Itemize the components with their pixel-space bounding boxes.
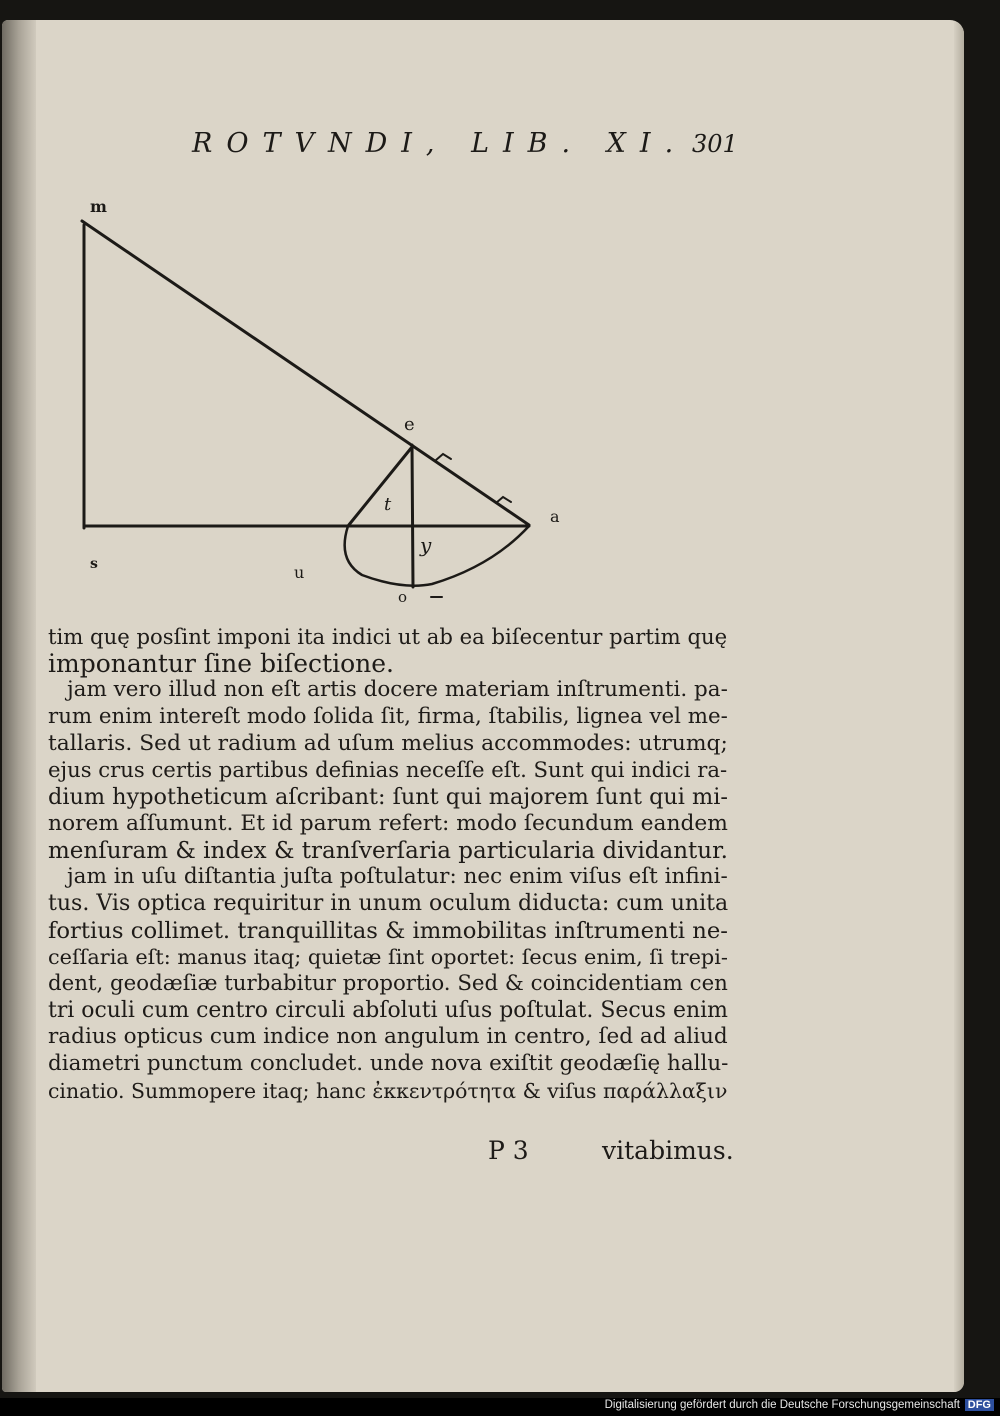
figure-label-o: o [398, 588, 408, 606]
text-line: imponantur ſine biſectione. [48, 648, 394, 678]
figure-left-chord [348, 447, 412, 526]
figure-label-t: t [384, 494, 392, 515]
text-line: tus. Vis optica requiritur in unum oculum diducta: cum unita [48, 890, 729, 916]
text-line: diametri punctum concludet. unde nova exiſtit geodæſię hallu- [48, 1051, 729, 1076]
book-page [2, 20, 964, 1392]
text-line: rum enim intereſt modo ſolida ſit, firma, ſtabilis, lignea vel me- [48, 704, 728, 730]
text-line: ejus crus certis partibus definias neceſſe eſt. Sunt qui indici ra- [48, 757, 728, 783]
figure-arc [345, 526, 529, 586]
text-line: cinatio. Summopere itaq; hanc ἐκκεντρότητα & viſus παράλλαξιν [48, 1078, 728, 1103]
text-line: fortius collimet. tranquillitas & immobilitas inſtrumenti ne- [48, 917, 728, 944]
figure-right-angle-2 [496, 497, 511, 503]
page-number: 301 [692, 130, 738, 158]
text-line: tim quę posſint imponi ita indici ut ab ea biſecentur partim quę [48, 624, 728, 649]
signature-mark: P 3 [488, 1136, 529, 1165]
figure-hypotenuse [82, 221, 529, 525]
running-head: ROTVNDI, LIB. XI. [192, 128, 688, 159]
dfg-logo: DFG [965, 1399, 994, 1411]
figure-label-a: a [550, 507, 560, 526]
text-line: ceſſaria eſt: manus itaq; quietæ ſint oportet: ſecus enim, ſi trepi- [48, 945, 728, 970]
geometric-figure [2, 20, 964, 620]
figure-label-y: y [420, 533, 432, 557]
figure-label-s: s [90, 556, 98, 572]
text-line: dium hypotheticum aſcribant: ſunt qui majorem ſunt qui mi- [48, 784, 728, 811]
text-line: radius opticus cum indice non angulum in centro, ſed ad aliud [48, 1024, 728, 1050]
text-line: tallaris. Sed ut radium ad uſum melius accommodes: utrumq; [48, 730, 728, 756]
catchword: vitabimus. [602, 1136, 734, 1165]
body-text [48, 624, 728, 1104]
digitization-footer [0, 1398, 1000, 1416]
text-line: menſuram & index & tranſverſaria particularia dividantur. [48, 837, 728, 864]
text-line: jam in uſu diſtantia juſta poſtulatur: nec enim viſus eſt infini- [67, 864, 728, 890]
text-line: norem aſſumunt. Et id parum refert: modo ſecundum eandem [48, 810, 728, 836]
text-line: dent, geodæſiæ turbabitur proportio. Sed & coincidentiam cen [48, 970, 728, 996]
figure-label-m: m [90, 197, 107, 216]
figure-perpendicular [412, 445, 413, 587]
funding-credit: Digitalisierung gefördert durch die Deutsche Forschungsgemeinschaft [604, 1399, 960, 1411]
figure-right-angle-1 [436, 454, 451, 460]
figure-label-e: e [404, 414, 415, 435]
figure-label-u: u [294, 563, 305, 582]
text-line: jam vero illud non eſt artis docere materiam inſtrumenti. pa- [67, 677, 728, 703]
text-line: tri oculi cum centro circuli abſoluti uſus poſtulat. Secus enim [48, 997, 728, 1023]
